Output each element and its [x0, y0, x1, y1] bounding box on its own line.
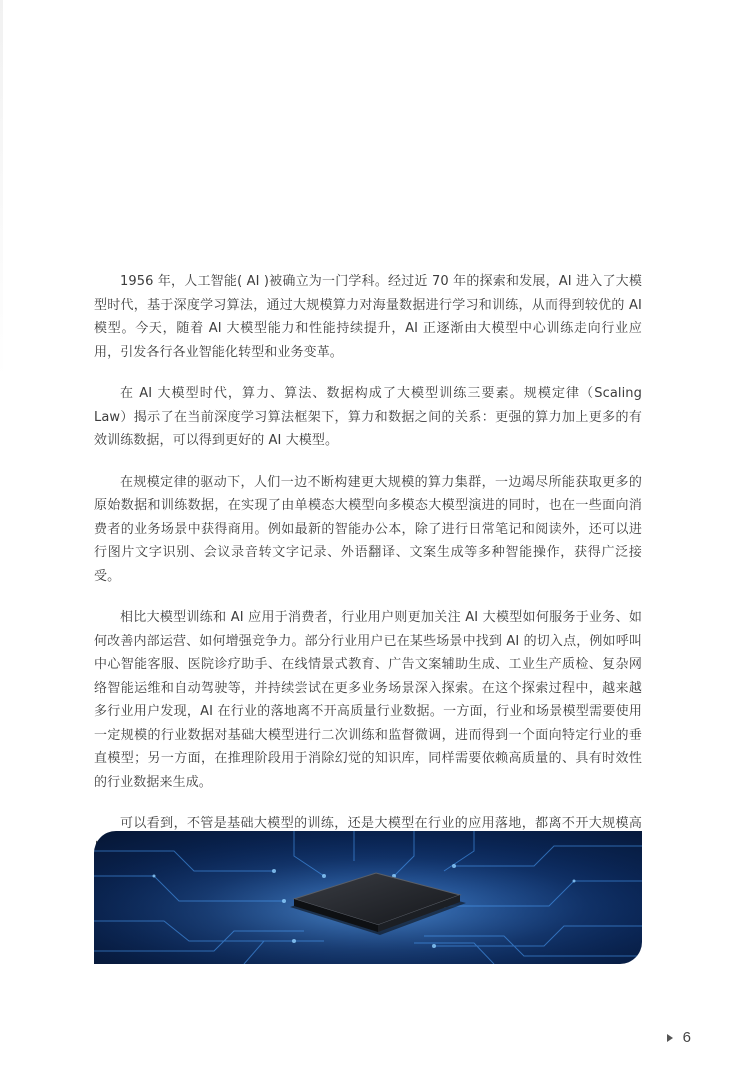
article-body [94, 270, 642, 901]
paragraph-3: 在规模定律的驱动下，人们一边不断构建更大规模的算力集群，一边竭尽所能获取更多的原始数据和训练数据，在实现了由单模态大模型向多模态大模型演进的同时，也在一些面向消费者的业务场景中获得商用。例如最新的智能办公本，除了进行日常笔记和阅读外，还可以进行图片文字识别、会议录音转文字记录、外语翻译、文案生成等多种智能操作，获得广泛接受。 [94, 474, 642, 584]
paragraph-5: 可以看到，不管是基础大模型的训练，还是大模型在行业的应用落地，都离不开大规模高 [120, 816, 642, 831]
page-number: 6 [682, 1029, 691, 1046]
page-footer [667, 1029, 691, 1046]
paragraph-2: 在 AI 大模型时代，算力、算法、数据构成了大模型训练三要素。规模定律（Scaling Law）揭示了在当前深度学习算法框架下，算力和数据之间的关系：更强的算力加上更多的有效训练数据，可以得到更好的 AI 大模型。 [94, 386, 642, 448]
circuit-board-illustration [94, 831, 642, 964]
paragraph-1: 1956 年，人工智能( AI )被确立为一门学科。经过近 70 年的探索和发展，AI 进入了大模型时代，基于深度学习算法，通过大规模算力对海量数据进行学习和训练，从而得到较优的 AI 模型。今天，随着 AI 大模型能力和性能持续提升，AI 正逐渐由大模型中心训练走向行业应用，引发各行各业智能化转型和业务变革。 [94, 274, 642, 360]
page-edge-shadow [0, 0, 3, 380]
paragraph-4: 相比大模型训练和 AI 应用于消费者，行业用户则更加关注 AI 大模型如何服务于业务、如何改善内部运营、如何增强竞争力。部分行业用户已在某些场景中找到 AI 的切入点，例如呼叫中心智能客服、医院诊疗助手、在线情景式教育、广告文案辅助生成、工业生产质检、复杂网络智能运维和自动驾驶等，并持续尝试在更多业务场景深入探索。在这个探索过程中，越来越多行业用户发现，AI 在行业的落地离不开高质量行业数据。一方面，行业和场景模型需要使用一定规模的行业数据对基础大模型进行二次训练和监督微调，进而得到一个面向特定行业的垂直模型；另一方面，在推理阶段用于消除幻觉的知识库，同样需要依赖高质量的、具有时效性的行业数据来生成。 [94, 610, 642, 790]
circuit-chip-image [94, 831, 642, 964]
triangle-right-icon [667, 1034, 673, 1042]
